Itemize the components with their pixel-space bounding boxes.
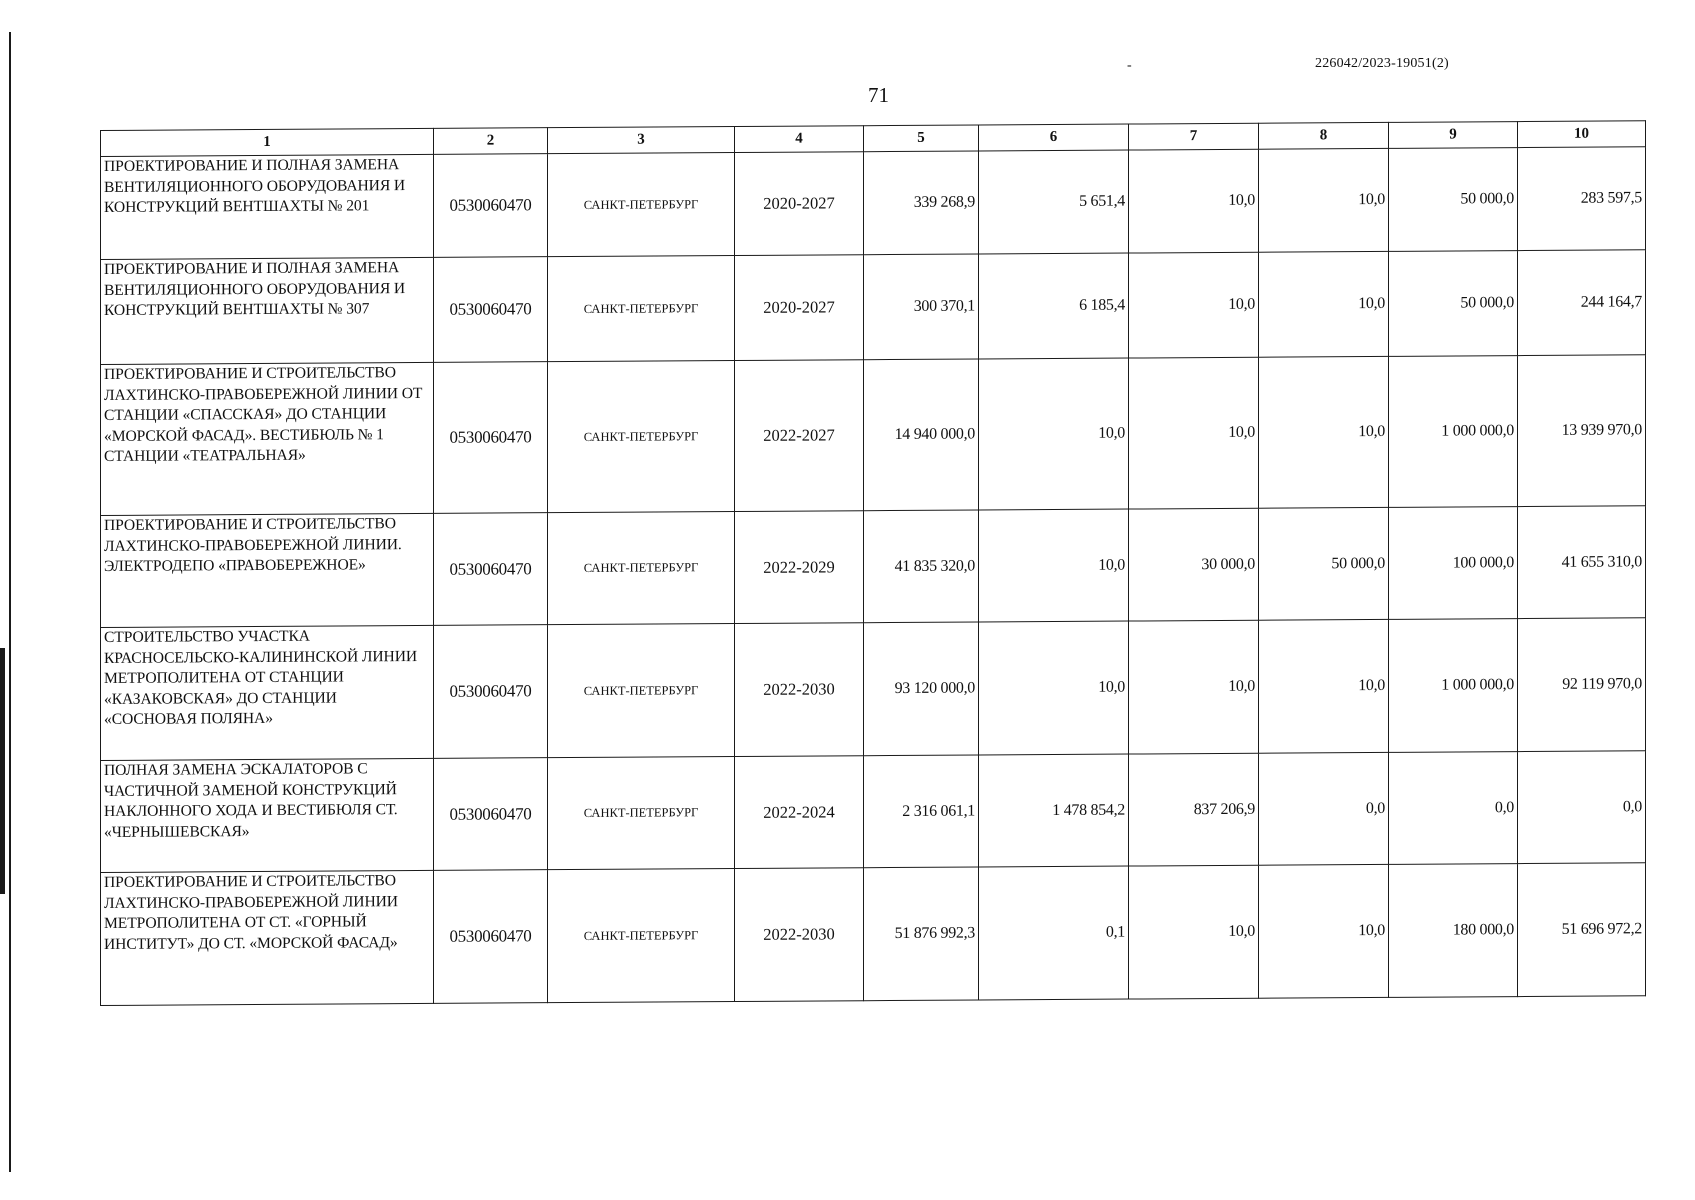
value-cell: 0,0 xyxy=(1259,752,1389,865)
value-cell: 1 000 000,0 xyxy=(1389,619,1518,752)
value-cell: 10,0 xyxy=(1129,149,1259,253)
value-cell: 244 164,7 xyxy=(1518,250,1646,356)
table-row xyxy=(101,506,1646,628)
value-cell: 0,0 xyxy=(1518,751,1646,864)
value-cell: 10,0 xyxy=(1129,621,1259,754)
value-cell: 10,0 xyxy=(979,358,1129,510)
value-cell: 10,0 xyxy=(1259,620,1389,753)
value-cell: 837 206,9 xyxy=(1129,753,1259,866)
value-cell: 92 119 970,0 xyxy=(1518,618,1646,751)
scan-edge-line xyxy=(0,648,5,894)
value-cell: 339 268,9 xyxy=(864,151,979,255)
period: 2022-2030 xyxy=(735,868,864,1002)
value-cell: 1 000 000,0 xyxy=(1389,356,1518,508)
column-header: 1 xyxy=(101,128,434,156)
city: САНКТ-ПЕТЕРБУРГ xyxy=(548,256,735,362)
value-cell: 1 478 854,2 xyxy=(979,754,1129,867)
period: 2022-2024 xyxy=(735,756,864,869)
value-cell: 10,0 xyxy=(979,509,1129,622)
projects-table xyxy=(100,120,1646,1006)
document-number: 226042/2023-19051(2) xyxy=(1315,56,1449,71)
column-header: 6 xyxy=(979,124,1129,151)
column-header: 3 xyxy=(548,127,735,154)
value-cell: 10,0 xyxy=(1129,252,1259,358)
project-name: ПРОЕКТИРОВАНИЕ И ПОЛНАЯ ЗАМЕНА ВЕНТИЛЯЦИОННОГО ОБОРУДОВАНИЯ И КОНСТРУКЦИЙ ВЕНТШАХТЫ № 307 xyxy=(101,257,434,364)
period: 2022-2027 xyxy=(735,360,864,512)
period: 2022-2030 xyxy=(735,623,864,756)
city: САНКТ-ПЕТЕРБУРГ xyxy=(548,869,735,1003)
value-cell: 10,0 xyxy=(1259,148,1389,252)
value-cell: 14 940 000,0 xyxy=(864,359,979,511)
city: САНКТ-ПЕТЕРБУРГ xyxy=(548,512,735,625)
value-cell: 100 000,0 xyxy=(1389,507,1518,620)
value-cell: 51 876 992,3 xyxy=(864,867,979,1000)
column-header: 9 xyxy=(1389,122,1518,149)
value-cell: 41 655 310,0 xyxy=(1518,506,1646,619)
table-row xyxy=(101,147,1646,260)
budget-code: 0530060470 xyxy=(434,513,548,626)
table-row xyxy=(101,250,1646,365)
column-header: 8 xyxy=(1259,122,1389,149)
city: САНКТ-ПЕТЕРБУРГ xyxy=(548,757,735,870)
column-header: 2 xyxy=(434,128,548,155)
value-cell: 10,0 xyxy=(979,621,1129,755)
project-name: ПРОЕКТИРОВАНИЕ И ПОЛНАЯ ЗАМЕНА ВЕНТИЛЯЦИОННОГО ОБОРУДОВАНИЯ И КОНСТРУКЦИЙ ВЕНТШАХТЫ № 201 xyxy=(101,154,434,259)
project-name: ПОЛНАЯ ЗАМЕНА ЭСКАЛАТОРОВ С ЧАСТИЧНОЙ ЗАМЕНОЙ КОНСТРУКЦИЙ НАКЛОННОГО ХОДА И ВЕСТИБЮЛЯ СТ. «ЧЕРНЫШЕВСКАЯ» xyxy=(101,758,434,872)
column-header: 10 xyxy=(1518,121,1646,148)
value-cell: 10,0 xyxy=(1259,357,1389,509)
value-cell: 0,1 xyxy=(979,866,1129,1000)
value-cell: 10,0 xyxy=(1129,866,1259,1000)
value-cell: 0,0 xyxy=(1389,752,1518,865)
value-cell: 300 370,1 xyxy=(864,254,979,360)
city: САНКТ-ПЕТЕРБУРГ xyxy=(548,624,735,758)
value-cell: 6 185,4 xyxy=(979,253,1129,359)
value-cell: 10,0 xyxy=(1259,251,1389,357)
value-cell: 10,0 xyxy=(1259,865,1389,999)
project-name: ПРОЕКТИРОВАНИЕ И СТРОИТЕЛЬСТВО ЛАХТИНСКО-ПРАВОБЕРЕЖНОЙ ЛИНИИ. ЭЛЕКТРОДЕПО «ПРАВОБЕРЕЖНОЕ» xyxy=(101,514,434,628)
value-cell: 50 000,0 xyxy=(1389,251,1518,357)
budget-code: 0530060470 xyxy=(434,758,548,871)
column-header: 7 xyxy=(1129,123,1259,150)
value-cell: 5 651,4 xyxy=(979,150,1129,254)
budget-code: 0530060470 xyxy=(434,257,548,363)
city: САНКТ-ПЕТЕРБУРГ xyxy=(548,361,735,513)
value-cell: 10,0 xyxy=(1129,357,1259,509)
table-row xyxy=(101,751,1646,873)
table-row xyxy=(101,618,1646,760)
budget-code: 0530060470 xyxy=(434,625,548,758)
value-cell: 30 000,0 xyxy=(1129,508,1259,621)
budget-code: 0530060470 xyxy=(434,154,548,258)
column-header: 5 xyxy=(864,125,979,152)
value-cell: 283 597,5 xyxy=(1518,147,1646,251)
project-name: СТРОИТЕЛЬСТВО УЧАСТКА КРАСНОСЕЛЬСКО-КАЛИНИНСКОЙ ЛИНИИ МЕТРОПОЛИТЕНА ОТ СТАНЦИИ «КАЗАКОВСКАЯ» ДО СТАНЦИИ «СОСНОВАЯ ПОЛЯНА» xyxy=(101,626,434,761)
table-row xyxy=(101,355,1646,516)
scan-edge-line xyxy=(9,32,11,1172)
value-cell: 50 000,0 xyxy=(1259,508,1389,621)
city: САНКТ-ПЕТЕРБУРГ xyxy=(548,153,735,257)
budget-code: 0530060470 xyxy=(434,870,548,1003)
value-cell: 13 939 970,0 xyxy=(1518,355,1646,507)
table-row xyxy=(101,863,1646,1005)
value-cell: 50 000,0 xyxy=(1389,148,1518,252)
project-name: ПРОЕКТИРОВАНИЕ И СТРОИТЕЛЬСТВО ЛАХТИНСКО-ПРАВОБЕРЕЖНОЙ ЛИНИИ ОТ СТАНЦИИ «СПАССКАЯ» ДО СТАНЦИИ «МОРСКОЙ ФАСАД». ВЕСТИБЮЛЬ № 1 СТАНЦИИ «ТЕАТРАЛЬНАЯ» xyxy=(101,363,434,516)
period: 2020-2027 xyxy=(735,255,864,361)
value-cell: 93 120 000,0 xyxy=(864,622,979,755)
period: 2022-2029 xyxy=(735,511,864,624)
budget-code: 0530060470 xyxy=(434,362,548,514)
value-cell: 2 316 061,1 xyxy=(864,755,979,868)
project-name: ПРОЕКТИРОВАНИЕ И СТРОИТЕЛЬСТВО ЛАХТИНСКО-ПРАВОБЕРЕЖНОЙ ЛИНИИ МЕТРОПОЛИТЕНА ОТ СТ. «ГОРНЫЙ ИНСТИТУТ» ДО СТ. «МОРСКОЙ ФАСАД» xyxy=(101,871,434,1006)
period: 2020-2027 xyxy=(735,152,864,256)
value-cell: 41 835 320,0 xyxy=(864,510,979,623)
column-header: 4 xyxy=(735,126,864,153)
page-number: 71 xyxy=(868,83,889,107)
value-cell: 51 696 972,2 xyxy=(1518,863,1646,997)
value-cell: 180 000,0 xyxy=(1389,864,1518,998)
stray-scan-mark: - xyxy=(1127,58,1132,73)
